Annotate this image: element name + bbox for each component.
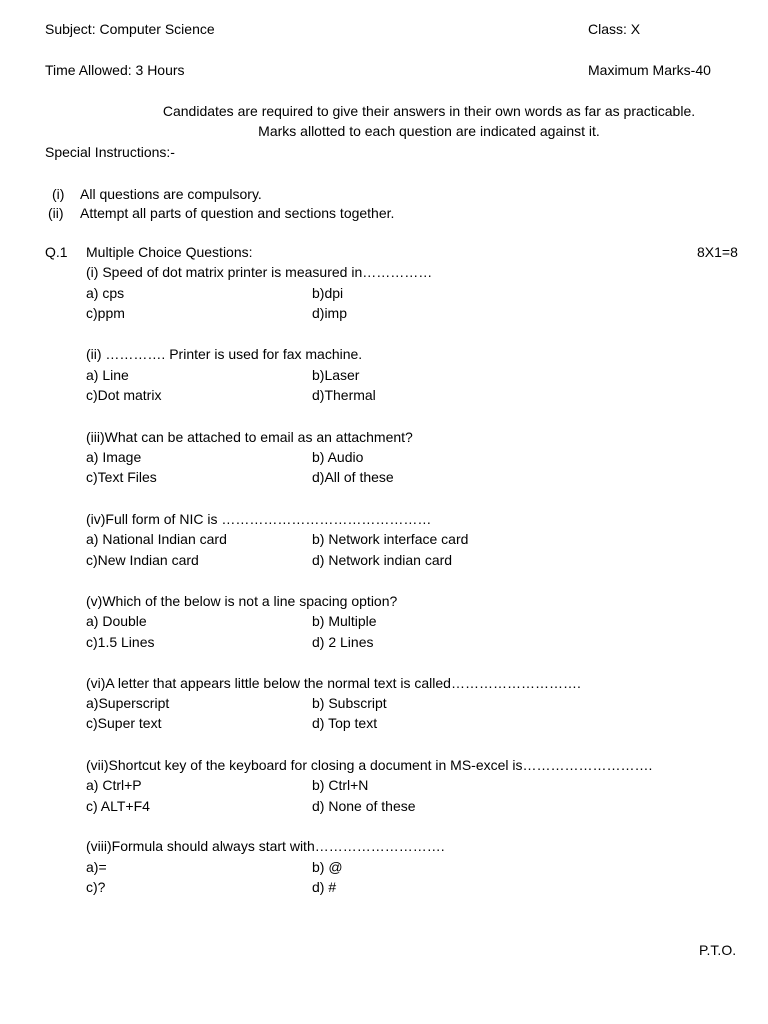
mcq-option-a: a)= bbox=[86, 859, 107, 875]
page-turn-note: P.T.O. bbox=[699, 942, 737, 958]
mcq-option-b: b) Multiple bbox=[312, 613, 377, 629]
special-instructions-heading: Special Instructions:- bbox=[45, 144, 175, 160]
mcq-option-c: c)? bbox=[86, 879, 106, 895]
mcq-option-d: d) None of these bbox=[312, 798, 416, 814]
mcq-question: (viii)Formula should always start with………………………. bbox=[86, 838, 445, 854]
intro-line-1: Candidates are required to give their answers in their own words as far as practicable. bbox=[162, 103, 696, 119]
maximum-marks-label: Maximum Marks-40 bbox=[588, 62, 711, 78]
mcq-option-b: b) @ bbox=[312, 859, 343, 875]
subject-label: Subject: Computer Science bbox=[45, 21, 215, 37]
mcq-option-a: a) Double bbox=[86, 613, 147, 629]
class-label: Class: X bbox=[588, 21, 641, 37]
mcq-option-c: c)New Indian card bbox=[86, 552, 199, 568]
mcq-option-a: a) Ctrl+P bbox=[86, 777, 142, 793]
instruction-number: (ii) bbox=[48, 205, 64, 221]
instruction-text: All questions are compulsory. bbox=[80, 186, 262, 202]
mcq-option-a: a)Superscript bbox=[86, 695, 170, 711]
mcq-question: (ii) …………. Printer is used for fax machine. bbox=[86, 346, 363, 362]
mcq-question: (vi)A letter that appears little below the normal text is called………………………. bbox=[86, 675, 581, 691]
mcq-option-d: d)All of these bbox=[312, 469, 394, 485]
mcq-option-a: a) cps bbox=[86, 285, 125, 301]
mcq-option-b: b)dpi bbox=[312, 285, 344, 301]
mcq-option-a: a) Line bbox=[86, 367, 129, 383]
mcq-question: (i) Speed of dot matrix printer is measured in…………… bbox=[86, 264, 433, 280]
mcq-option-c: c)Text Files bbox=[86, 469, 157, 485]
mcq-option-c: c)ppm bbox=[86, 305, 125, 321]
mcq-option-d: d) 2 Lines bbox=[312, 634, 374, 650]
mcq-option-d: d)imp bbox=[312, 305, 348, 321]
question-marks: 8X1=8 bbox=[697, 244, 738, 260]
mcq-question: (iii)What can be attached to email as an attachment? bbox=[86, 429, 413, 445]
mcq-option-b: b) Network interface card bbox=[312, 531, 469, 547]
intro-line-2: Marks allotted to each question are indicated against it. bbox=[258, 123, 600, 139]
mcq-option-c: c)1.5 Lines bbox=[86, 634, 155, 650]
mcq-option-d: d) Network indian card bbox=[312, 552, 453, 568]
mcq-question: (vii)Shortcut key of the keyboard for closing a document in MS-excel is………………………. bbox=[86, 757, 653, 773]
mcq-option-c: c) ALT+F4 bbox=[86, 798, 150, 814]
mcq-option-a: a) Image bbox=[86, 449, 142, 465]
mcq-question: (iv)Full form of NIC is ……………………………………… bbox=[86, 511, 432, 527]
question-section-title: Multiple Choice Questions: bbox=[86, 244, 253, 260]
instruction-text: Attempt all parts of question and sections together. bbox=[80, 205, 395, 221]
mcq-option-b: b) Audio bbox=[312, 449, 364, 465]
mcq-question: (v)Which of the below is not a line spacing option? bbox=[86, 593, 398, 609]
mcq-option-d: d)Thermal bbox=[312, 387, 376, 403]
mcq-option-b: b) Subscript bbox=[312, 695, 387, 711]
mcq-option-b: b) Ctrl+N bbox=[312, 777, 369, 793]
mcq-option-a: a) National Indian card bbox=[86, 531, 227, 547]
question-number: Q.1 bbox=[45, 244, 68, 260]
mcq-option-c: c)Dot matrix bbox=[86, 387, 162, 403]
mcq-option-b: b)Laser bbox=[312, 367, 360, 383]
mcq-option-d: d) # bbox=[312, 879, 337, 895]
mcq-option-d: d) Top text bbox=[312, 715, 378, 731]
time-allowed-label: Time Allowed: 3 Hours bbox=[45, 62, 185, 78]
instruction-number: (i) bbox=[52, 186, 65, 202]
mcq-option-c: c)Super text bbox=[86, 715, 162, 731]
